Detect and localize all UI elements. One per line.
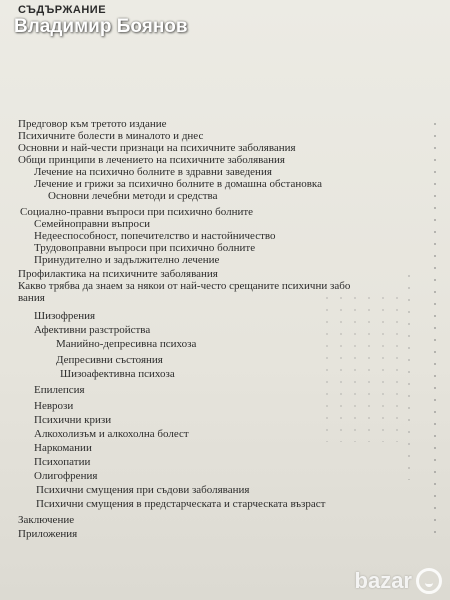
toc-entry: Алкохолизъм и алкохолна болест xyxy=(34,428,189,440)
bazar-watermark: bazar xyxy=(355,568,442,594)
toc-entry: Афективни разстройства xyxy=(34,324,151,336)
toc-entry: Социално-правни въпроси при психично болните xyxy=(20,206,254,218)
toc-entry: Психични смущения в предстарческата и старческата възраст xyxy=(36,498,326,510)
toc-entry: Приложения xyxy=(18,528,78,540)
toc-entry: Принудително и задължително лечение xyxy=(34,254,220,266)
toc-entry: Наркомании xyxy=(34,442,92,454)
toc-entry: Психичните болести в миналото и днес xyxy=(18,130,204,142)
toc-entry: Психопатии xyxy=(34,456,91,468)
toc-entry: Общи принципи в лечението на психичните заболявания xyxy=(18,154,285,166)
toc-entry: Профилактика на психичните заболявания xyxy=(18,268,218,280)
toc-entry: Заключение xyxy=(18,514,75,526)
toc-entry: Неврози xyxy=(34,400,74,412)
toc-entry: вания xyxy=(18,292,45,304)
toc-entry: Шизоафективна психоза xyxy=(60,368,175,380)
toc-entry: Лечение и грижи за психично болните в домашна обстановка xyxy=(34,178,322,190)
toc-entry: Шизофрения xyxy=(34,310,96,322)
smile-logo-icon xyxy=(416,568,442,594)
toc-entry: Психични смущения при съдови заболявания xyxy=(36,484,250,496)
toc-entry: Предговор към третото издание xyxy=(18,118,167,130)
toc-entry: Основни и най-чести признаци на психичните заболявания xyxy=(18,142,296,154)
toc-entry: Лечение на психично болните в здравни заведения xyxy=(34,166,272,178)
toc-entry: Психични кризи xyxy=(34,414,112,426)
toc-entry: Манийно-депресивна психоза xyxy=(56,338,197,350)
page-heading: СЪДЪРЖАНИЕ xyxy=(18,4,107,16)
toc-entry: Семейноправни въпроси xyxy=(34,218,150,230)
toc-entry: Депресивни състояния xyxy=(56,354,163,366)
toc-entry: Основни лечебни методи и средства xyxy=(48,190,218,202)
toc-entry: Трудовоправни въпроси при психично болните xyxy=(34,242,256,254)
toc-entry: Олигофрения xyxy=(34,470,98,482)
toc-entry: Епилепсия xyxy=(34,384,85,396)
toc-entry: Какво трябва да знаем за някои от най-често срещаните психични забо xyxy=(18,280,351,292)
seller-name-overlay: Владимир Боянов xyxy=(14,16,188,37)
toc-entry: Недееспособност, попечителство и настойничество xyxy=(34,230,276,242)
